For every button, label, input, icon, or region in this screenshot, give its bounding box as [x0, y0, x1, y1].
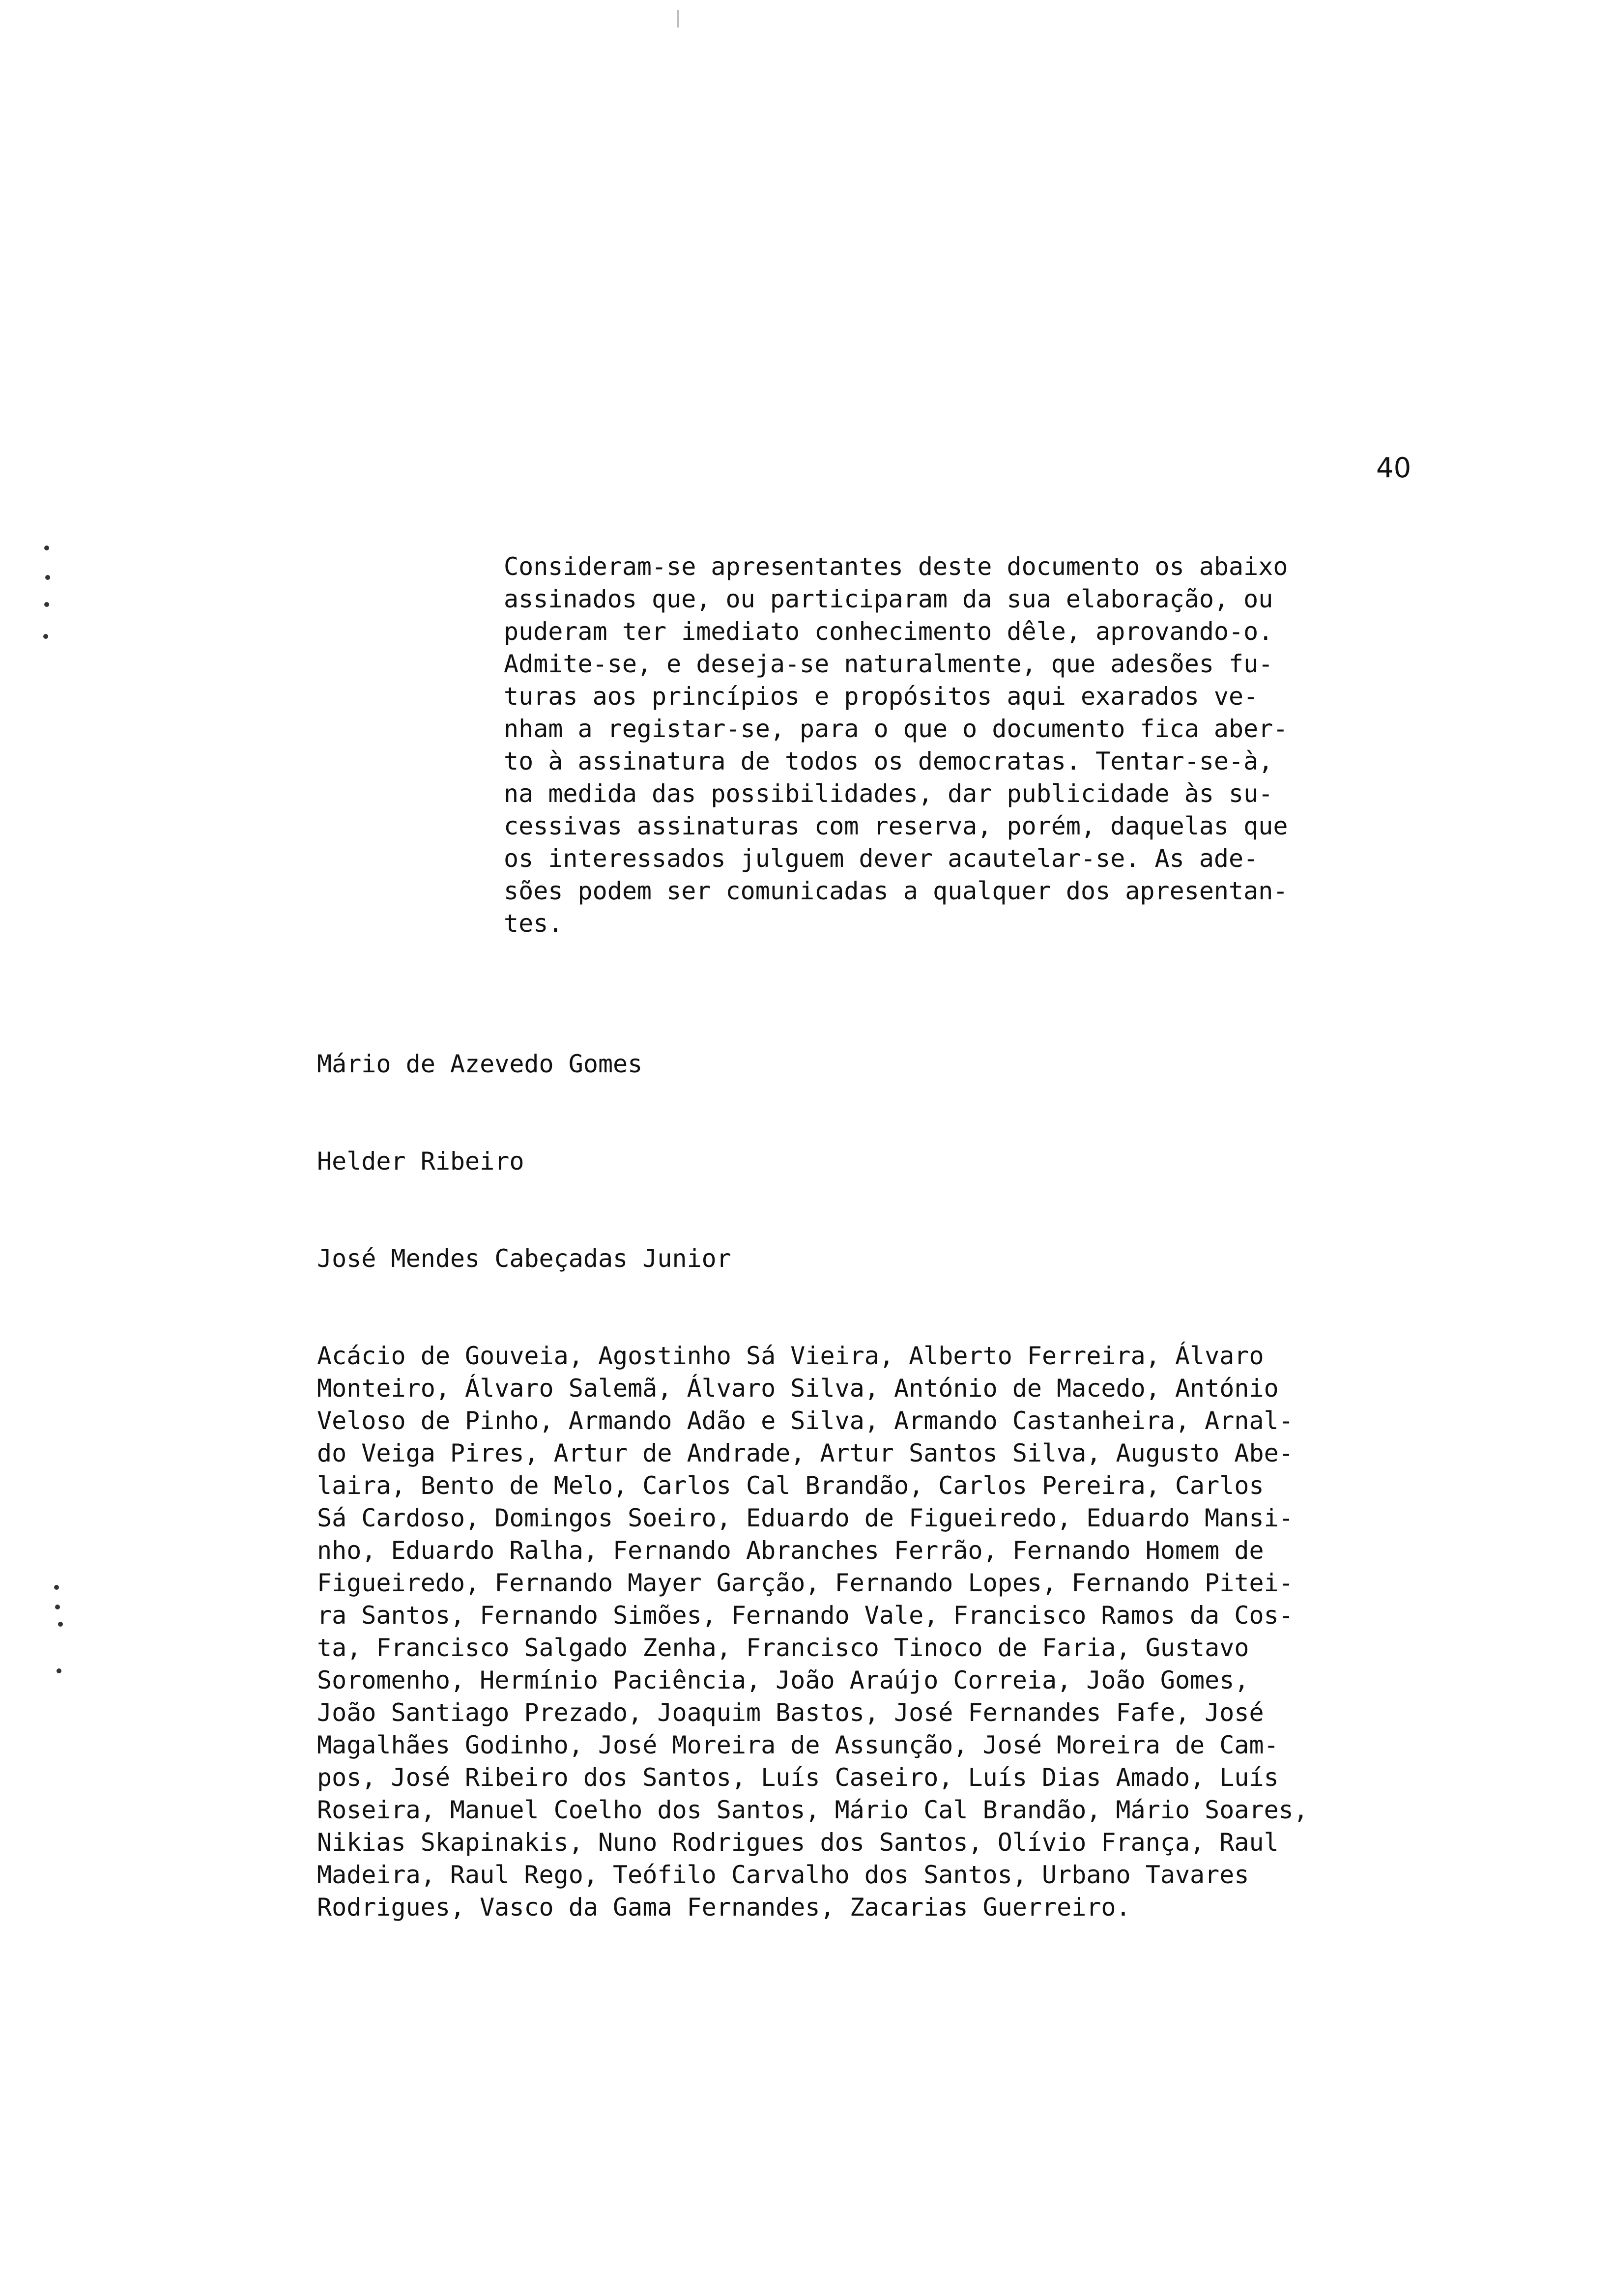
- signatories-list: [317, 983, 1487, 1988]
- top-margin-mark: [677, 10, 679, 28]
- signatory-name: José Mendes Cabeçadas Junior: [317, 1244, 731, 1273]
- other-signatories: Acácio de Gouveia, Agostinho Sá Vieira, Alberto Ferreira, Álvaro Monteiro, Álvaro Salemã, Álvaro Silva, António de Macedo, António Veloso de Pinho, Armando Adão e Silva, Armando Castanheira, Arnal- do Veiga Pires, Artur de Andrade, Artur Santos Silva, Augusto Abe- laira, Bento de Melo, Carlos Cal Brandão, Carlos Pereira, Carlos Sá Cardoso, Domingos Soeiro, Eduardo de Figueiredo, Eduardo Mansi- nho, Eduardo Ralha, Fernando Abranches Ferrão, Fernando Homem de Figueiredo, Fernando Mayer Garção, Fernando Lopes, Fernando Pitei- ra Santos, Fernando Simões, Fernando Vale, Francisco Ramos da Cos- ta, Francisco Salgado Zenha, Francisco Tinoco de Faria, Gustavo Soromenho, Hermínio Paciência, João Araújo Correia, João Gomes, João Santiago Prezado, Joaquim Bastos, José Fernandes Fafe, José Magalhães Godinho, José Moreira de Assunção, José Moreira de Cam- pos, José Ribeiro dos Santos, Luís Caseiro, Luís Dias Amado, Luís Roseira, Manuel Coelho dos Santos, Mário Cal Brandão, Mário Soares, Nikias Skapinakis, Nuno Rodrigues dos Santos, Olívio França, Raul Madeira, Raul Rego, Teófilo Carvalho dos Santos, Urbano Tavares Rodrigues, Vasco da Gama Fernandes, Zacarias Guerreiro.: [317, 1342, 1308, 1922]
- signatory-name: Mário de Azevedo Gomes: [317, 1050, 643, 1078]
- left-margin-mark: [58, 1622, 63, 1627]
- left-margin-mark: [45, 575, 50, 580]
- left-margin-mark: [44, 545, 49, 550]
- preamble-paragraph: Consideram-se apresentantes deste documento os abaixo assinados que, ou participaram da sua elaboração, ou puderam ter imediato conhecimento dêle, aprovando-o. Admite-se, e deseja-se naturalmente, que adesões fu- turas aos princípios e propósitos aqui exarados ve- nham a registar-se, para o que o documento fica aber- to à assinatura de todos os democratas. Tentar-se-à, na medida das possibilidades, dar publicidade às su- cessivas assinaturas com reserva, porém, daquelas que os interessados julguem dever acautelar-se. As ade- sões podem ser comunicadas a qualquer dos apresentan- tes.: [504, 552, 1288, 938]
- signatory-name: Helder Ribeiro: [317, 1147, 524, 1176]
- left-margin-mark: [43, 634, 48, 639]
- page-number: 40: [1376, 452, 1411, 484]
- left-margin-mark: [44, 602, 49, 607]
- left-margin-mark: [57, 1668, 61, 1673]
- left-margin-mark: [55, 1605, 60, 1609]
- left-margin-mark: [54, 1585, 59, 1590]
